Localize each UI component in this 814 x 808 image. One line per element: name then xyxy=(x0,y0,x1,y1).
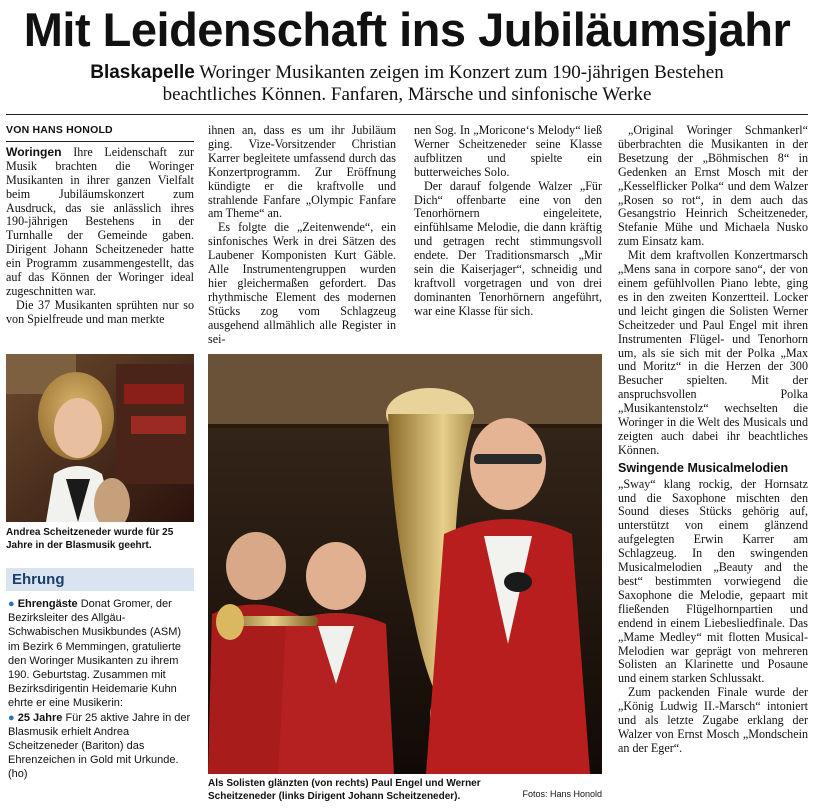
column-2 xyxy=(208,124,396,347)
paragraph: nen Sog. In „Moricone‘s Melody“ ließ Werner Scheitzeneder seine Klasse aufblitzen und spielte ein butterweiches Solo. xyxy=(414,123,602,179)
photo-andrea xyxy=(6,354,194,522)
subhead xyxy=(0,62,814,106)
subheading: Swingende Musicalmelodien xyxy=(618,460,789,475)
byline: VON HANS HONOLD xyxy=(6,124,113,136)
paragraph: Woringen Ihre Leidenschaft zur Musik brachten die Woringer Musikanten in ihrer ganzen Vielfalt beim Jubiläumskonzert zum Ausdruck, das sie anlässlich ihres 190-jährigen Bestehens in der Turnhalle der Gemeinde gaben. Dirigent Johann Scheitzeneder hatte ein Programm zusammengestellt, das auf das Können der Woringer ideal zugeschnitten war. xyxy=(6,144,194,298)
paragraph: Es folgte die „Zeitenwende“, ein sinfonisches Werk in drei Sätzen des Laubener Komponisten Kurt Gäble. Alle Instrumentengruppen wurden hier gleichermaßen gefordert. Das rhythmische Element des modernen Stücks zog vom Schlagzeug ausgehend allmählich alle Register in sei- xyxy=(208,220,396,346)
infobox-title: Ehrung xyxy=(6,568,194,591)
photo-credit: Fotos: Hans Honold xyxy=(522,789,602,799)
infobox-item: ● 25 Jahre Für 25 aktive Jahre in der Blasmusik erhielt Andrea Scheitzeneder (Bariton) das Ehrenzeichen in Gold mit Urkunde. (ho) xyxy=(8,711,191,781)
column-3 xyxy=(414,124,602,319)
photo-andrea-image xyxy=(6,354,194,522)
headline: Mit Leidenschaft ins Jubiläumsjahr xyxy=(23,3,791,56)
subhead-line1: Woringer Musikanten zeigen im Konzert zum 190-jährigen Bestehen xyxy=(199,62,724,83)
bullet-icon: ● xyxy=(8,598,15,610)
subhead-lead: Blaskapelle xyxy=(90,62,195,83)
infobox-ehrung xyxy=(6,568,194,782)
paragraph: Zum packenden Finale wurde der „König Ludwig II.-Marsch“ intoniert und als letzte Zugabe erklang der Walzer von Ernst Mosch „Mondschein an der Eger“. xyxy=(618,685,808,755)
paragraph: Die 37 Musikanten sprühten nur so von Spielfreude und man merkte xyxy=(6,297,194,326)
photo-andrea-caption: Andrea Scheitzeneder wurde für 25 Jahre in der Blasmusik geehrt. xyxy=(6,527,174,551)
bullet-icon: ● xyxy=(8,711,15,724)
column-1 xyxy=(6,124,194,327)
byline-rule xyxy=(6,141,194,142)
infobox-body xyxy=(6,591,194,782)
paragraph: Mit dem kraftvollen Konzertmarsch „Mens sana in corpore sano“, der von einem gefühlvollen Piano lebte, ging es in den zweiten Konzertteil. Locker und leicht gingen die Solisten Werner Scheitzeder und Paul Engel mit ihren Instrumenten Flügel- und Tenorhorn um, als sie sich mit der Polka „Max und Moritz“ in die Herzen der 300 Besucher spielten. Mit der anspruchsvollen Polka „Musikantenstolz“ wechselten die Woringer in die Welt des Musicals und zeigten auch dabei ihr beachtliches Können. xyxy=(618,248,808,457)
photo-soloists xyxy=(208,354,602,774)
column-4 xyxy=(618,124,808,756)
photo-soloists-image xyxy=(208,354,602,774)
dateline: Woringen xyxy=(6,144,62,159)
paragraph: „Original Woringer Schmankerl“ überbrachten die Musikanten in der Besetzung der „Böhmischen 8“ in Gedenken an Ernst Mosch mit der „Kesselflicker Polka“ und dem Walzer „Rosen so rot“, in dem auch das Gesangstrio Heinrich Scheitzeneder, Stefanie Mühe und Michaela Nusko zum Einsatz kam. xyxy=(618,123,808,249)
paragraph: ihnen an, dass es um ihr Jubiläum ging. Vize-Vorsitzender Christian Karrer begleitete umfassend durch das Konzertprogramm. Zur Eröffnung kündigte er die kraftvolle und strahlende Fanfare „Olympic Fanfare am Theme“ an. xyxy=(208,123,396,221)
subhead-line2: beachtliches Können. Fanfaren, Märsche und sinfonische Werke xyxy=(162,84,652,105)
infobox-item: ● Ehrengäste Donat Gromer, der Bezirksleiter des Allgäu-Schwabischen Musikbundes (ASM) im Bezirk 6 Memmingen, gratulierte den Woringer Musikanten zu ihrem 190. Geburtstag. Zusammen mit Bezirksdirigentin Heidemarie Kuhn ehrte er eine Musikerin: xyxy=(8,598,182,710)
paragraph: „Sway“ klang rockig, der Hornsatz und die Saxophone mischten den Sound dieses Stücks gehörig auf, unterstützt von einem glänzend aufgelegten Erwin Karrer am Schlagzeug. In den swingenden Musicalmelodien „Beauty and the best“ bestimmten vorwiegend die Saxophone die Melodie, gepaart mit fließenden Flügelhornpartien und endend in einem Liebesliedfinale. Das „Mame Medley“ mit flotten Musical-Melodien war geprägt von mehreren Solisten an Klarinette und Posaune und einem starken Schlussakt. xyxy=(618,476,808,686)
top-rule xyxy=(6,114,808,115)
paragraph: Der darauf folgende Walzer „Für Dich“ offenbarte eine von den Tenorhörnern eingeleitete, einfühlsame Melodie, die dann kräftig und getragen recht stimmungsvoll endete. Der Traditionsmarsch „Mir sein die Kaiserjager“, schneidig und kraftvoll vorgetragen und von drei dominanten Tenorhörnern angeführt, war eine Klasse für sich. xyxy=(414,178,602,318)
photo-soloists-caption: Als Solisten glänzten (von rechts) Paul Engel und Werner Scheitzeneder (links Dirigent Johann Scheitzeneder). xyxy=(208,778,481,802)
